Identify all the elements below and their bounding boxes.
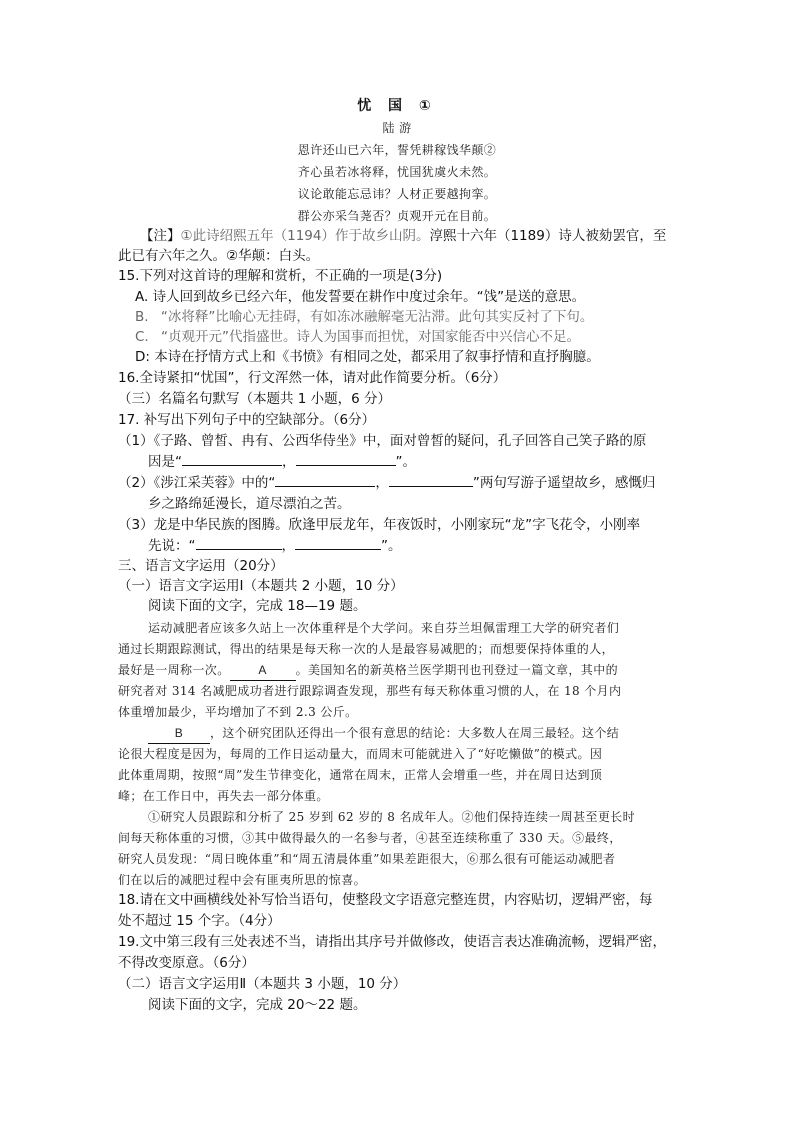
q15-option-a: A. 诗人回到故乡已经六年，他发誓要在耕作中度过余年。“饯”是送的意思。	[135, 289, 586, 305]
passage-p3-line-4: 们在以后的减肥过程中会有匪夷所思的惊喜。	[118, 873, 367, 887]
q17-stem: 17. 补写出下列句子中的空缺部分。（6分）	[118, 412, 376, 428]
q15-option-c-text: “贞观开元”代指盛世。诗人为国事而担忧，对国家能否中兴信心不足。	[161, 329, 581, 345]
passage-p1-line-2: 通过长期跟踪测试，得出的结果是每天称一次的人是最容易减肥的；而想要保持体重的人，	[118, 642, 615, 656]
q17-2-pre: （2）《涉江采芙蓉》中的“	[118, 475, 276, 491]
passage-p1-line-4: 研究者对 314 名减肥成功者进行跟踪调查发现，那些有每天称体重习惯的人，在 18 个月内	[118, 684, 622, 698]
passage-p2-line-1	[148, 723, 619, 744]
q17-3-blank-1[interactable]	[196, 536, 282, 550]
passage-p2-line-4: 峰；在工作日中，再失去一部分体重。	[118, 789, 329, 803]
poem-author: 陆 游	[382, 121, 412, 135]
passage-p1-line-3	[118, 660, 618, 681]
q17-2-blank-2[interactable]	[389, 473, 473, 487]
note-text-1: ①此诗绍熙五年（1194）作于故乡山阴。	[180, 228, 430, 244]
q17-item-1-line-2	[148, 452, 416, 472]
poem-title: 忧 国 ①	[357, 98, 437, 114]
reading-instruction-1: 阅读下面的文字，完成 18—19 题。	[148, 598, 367, 614]
q15-option-b	[135, 307, 593, 327]
reading-instruction-2: 阅读下面的文字，完成 20～22 题。	[148, 997, 367, 1013]
q15-option-c-label: C.	[135, 329, 149, 345]
q17-1-blank-1[interactable]	[182, 452, 282, 466]
q17-item-3-line-1: （3）龙是中华民族的图腾。欣逢甲辰龙年，年夜饭时，小刚家玩“龙”字飞花令，小刚率	[118, 517, 641, 533]
passage-p3-line-3: 研究人员发现：“周日晚体重”和“周五清晨体重”如果差距很大，⑥那么很有可能运动减肥者	[118, 852, 616, 866]
poem-line-2: 齐心虽若冰将释，忧国犹虞火未然。	[297, 165, 497, 179]
poem-line-4: 群公亦采刍荛否？贞观开元在目前。	[297, 209, 497, 223]
q19-line-2: 不得改变原意。（6分）	[118, 955, 255, 971]
passage-p3-line-2: 间每天称体重的习惯，③其中做得最久的一名参与者，④甚至连续称重了 330 天。⑤最终，	[118, 831, 622, 845]
q15-stem: 15.下列对这首诗的理解和赏析，不正确的一项是(3分)	[118, 268, 443, 284]
q17-item-1-line-1: （1）《子路、曾皙、冉有、公西华侍坐》中，面对曾皙的疑问，孔子回答自己笑子路的原	[118, 433, 647, 449]
q15-option-d: D: 本诗在抒情方式上和《书愤》有相同之处，都采用了叙事抒情和直抒胸臆。	[135, 349, 600, 365]
poem-line-3: 议论敢能忘忌讳？人材正要越拘挛。	[297, 187, 497, 201]
section-mingju: （三）名篇名句默写（本题共 1 小题，6 分）	[118, 391, 392, 407]
q17-item-3-line-2	[148, 536, 402, 556]
blank-b[interactable]: B	[148, 723, 210, 744]
q17-2-post: ”两句写游子遥望故乡，感慨归	[472, 475, 656, 491]
q15-option-b-label: B.	[135, 309, 149, 325]
q17-1-post: ”。	[395, 454, 416, 470]
q17-item-2-line-1	[118, 473, 655, 493]
section-language-use: 三、语言文字运用（20分）	[118, 558, 284, 574]
q16-stem: 16.全诗紧扣“忧国”，行文浑然一体，请对此作简要分析。（6分）	[118, 370, 507, 386]
passage-p2-line-3: 此体重周期，按照“周”发生节律变化，通常在周末，正常人会增重一些，并在周日达到顶	[118, 768, 603, 782]
passage-p1-line-3-pre: 最好是一周称一次。	[118, 663, 230, 677]
q18-line-2: 处不超过 15 个字。（4分）	[118, 913, 281, 929]
poem-note-line-2: 此已有六年之久。②华颠：白头。	[118, 248, 320, 264]
q17-2-blank-1[interactable]	[275, 473, 375, 487]
q17-3-blank-2[interactable]	[295, 536, 381, 550]
q15-option-b-text: “冰将释”比喻心无挂碍，有如冻冰融解毫无沾滞。此句其实反衬了下句。	[160, 309, 594, 325]
subsection-1: （一）语言文字运用Ⅰ（本题共 2 小题，10 分）	[118, 578, 404, 594]
passage-p3-line-1: ①研究人员跟踪和分析了 25 岁到 62 岁的 8 名成年人。②他们保持连续一周甚至更长时	[148, 810, 636, 824]
q17-1-mid: ，	[282, 454, 296, 470]
q19-line-1: 19.文中第三段有三处表述不当，请指出其序号并做修改，使语言表达准确流畅，逻辑严密，	[118, 934, 666, 950]
q17-2-mid: ，	[375, 475, 389, 491]
note-text-2: 淳熙十六年（1189）诗人被劾罢官，至	[429, 228, 667, 244]
q17-3-post: ”。	[381, 538, 402, 554]
passage-p1-line-1: 运动减肥者应该多久站上一次体重秤是个大学问。来自芬兰坦佩雷理工大学的研究者们	[148, 621, 620, 635]
q18-line-1: 18.请在文中画横线处补写恰当语句，使整段文字语意完整连贯，内容贴切，逻辑严密，每	[118, 892, 653, 908]
q17-3-mid: ，	[281, 538, 295, 554]
passage-p2-line-2: 论很大程度是因为，每周的工作日运动量大，而周末可能就进入了“好吃懒做”的模式。因	[118, 747, 603, 761]
q17-item-2-line-2: 乡之路绵延漫长，道尽漂泊之苦。	[148, 496, 351, 512]
passage-p1-line-3-post: 。美国知名的新英格兰医学期刊也刊登过一篇文章，其中的	[295, 663, 619, 677]
q17-1-blank-2[interactable]	[296, 452, 396, 466]
q15-option-c	[135, 327, 580, 347]
subsection-2: （二）语言文字运用Ⅱ（本题共 3 小题，10 分）	[118, 976, 407, 992]
poem-line-1: 恩许还山已六年，誓凭耕稼饯华颠②	[297, 143, 497, 157]
passage-p2-line-1-post: ，这个研究团队还得出一个很有意思的结论：大多数人在周三最轻。这个结	[210, 726, 620, 740]
q17-3-pre: 先说：“	[148, 538, 196, 554]
blank-a[interactable]: A	[230, 660, 296, 681]
q17-1-pre: 因是“	[148, 454, 182, 470]
note-label: 【注】	[140, 228, 181, 244]
poem-note-line-1	[140, 226, 666, 246]
passage-p1-line-5: 体重增加最少，平均增加了不到 2.3 公斤。	[118, 705, 358, 719]
